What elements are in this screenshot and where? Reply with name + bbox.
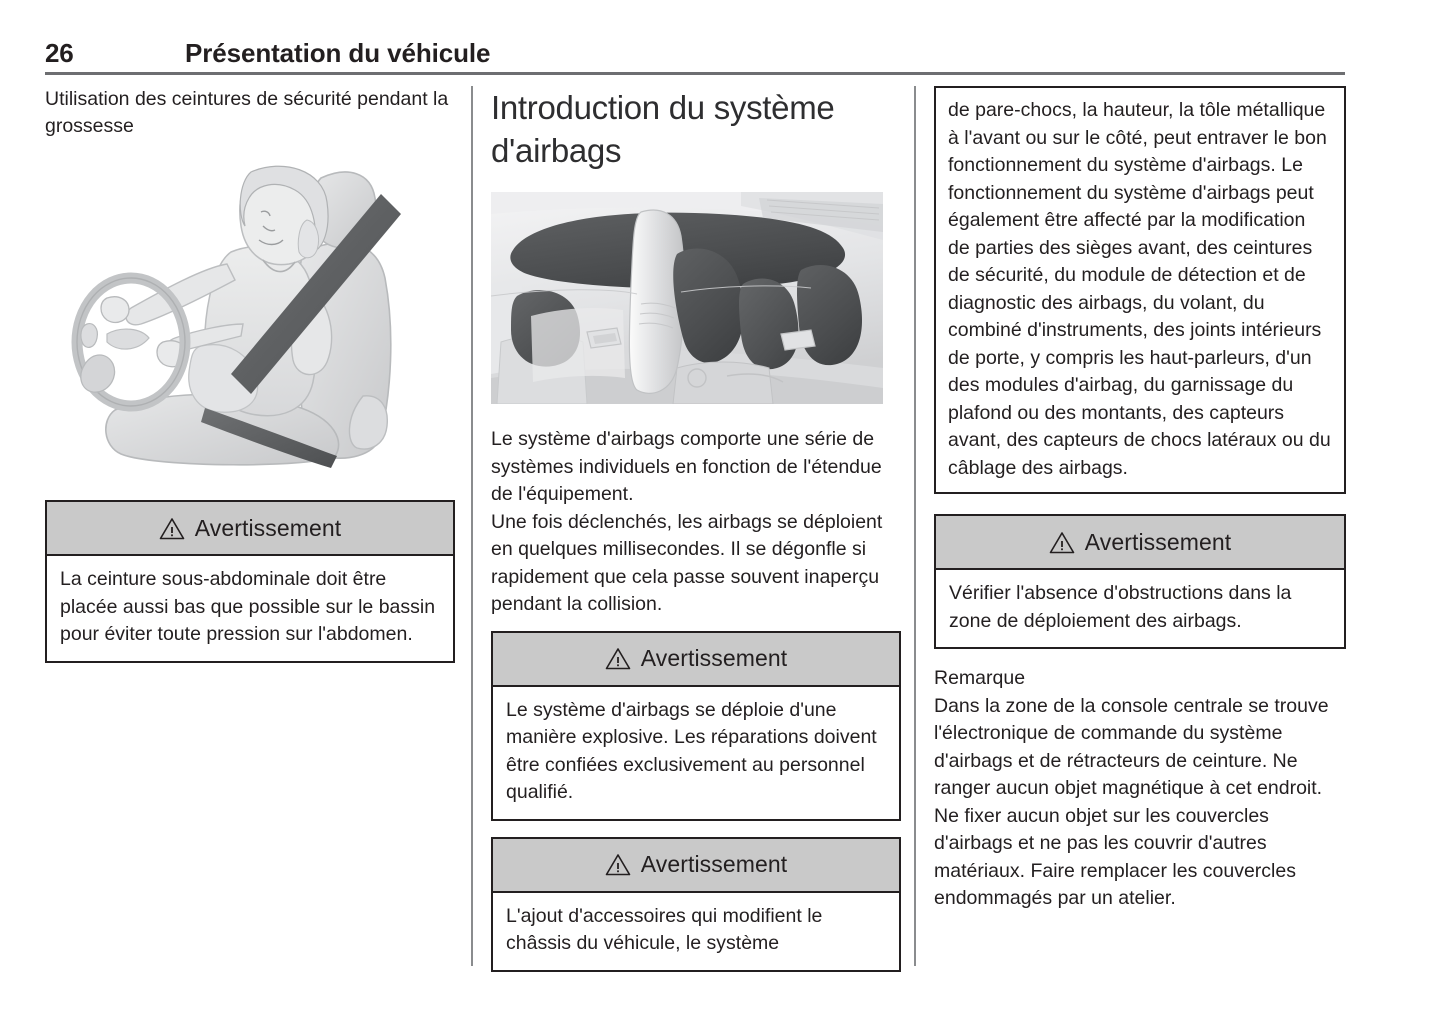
section-subheading: Utilisation des ceintures de sécurité pendant la grossesse — [45, 88, 449, 137]
warning-triangle-icon — [1049, 531, 1075, 554]
page-number: 26 — [45, 38, 74, 68]
warning-triangle-icon — [159, 517, 185, 540]
vehicle-interior-airbags-illustration — [491, 192, 883, 404]
warning-box-header — [936, 516, 1344, 570]
warning-box-body — [936, 570, 1344, 647]
warning-title: Avertissement — [194, 514, 342, 541]
warning-triangle-icon — [605, 647, 631, 670]
warning-box-lap-belt — [45, 500, 455, 663]
warning-title: Avertissement — [1084, 528, 1232, 555]
warning-text: La ceinture sous-abdominale doit être placée aussi bas que possible sur le bassin pour éviter toute pression sur l'abdomen. — [60, 568, 436, 645]
warning-title: Avertissement — [640, 851, 788, 877]
column-one — [45, 86, 455, 663]
warning-box-header — [493, 839, 899, 893]
warning-box-body — [47, 556, 453, 661]
warning-box-explosive-deployment — [491, 631, 901, 821]
column-divider-right — [914, 86, 916, 966]
warning-text: Vérifier l'absence d'obstructions dans la zone de déploiement des airbags. — [949, 582, 1292, 632]
pregnancy-seatbelt-illustration — [45, 156, 445, 474]
airbag-intro-paragraph-1: Le système d'airbags comporte une série de systèmes individuels en fonction de l'étendue de l'équipement. — [491, 428, 882, 505]
warning-title: Avertissement — [640, 645, 788, 671]
page-title: Présentation du véhicule — [185, 38, 491, 68]
airbag-intro-paragraph-2: Une fois déclenchés, les airbags se déploient en quelques millisecondes. Il se dégonfle si rapidement que cela passe souvent inaperçu pendant la collision. — [491, 510, 883, 615]
note-label: Remarque — [934, 667, 1026, 689]
warning-box-body — [493, 893, 899, 970]
warning-triangle-icon — [605, 853, 631, 876]
section-heading-airbags: Introduction du système d'airbags — [491, 89, 835, 169]
warning-text-continued: de pare-chocs, la hauteur, la tôle métallique à l'avant ou sur le côté, peut entraver le bon fonctionnement du système d'airbags. Le fonctionnement du système d'airbags peut également être affecté par la modification de parties des sièges avant, des ceintures de sécurité, du module de détection et de diagnostic des airbags, du volant, du combiné d'instruments, des joints intérieurs de porte, y compris les haut-parleurs, d'un des modules d'airbag, du garnissage du plafond ou des montants, des capteurs avant, des capteurs de chocs latéraux ou du câblage des airbags. — [948, 99, 1331, 479]
warning-text: L'ajout d'accessoires qui modifient le châssis du véhicule, le système — [506, 904, 823, 954]
warning-box-accessories-continued — [934, 86, 1346, 494]
warning-box-body — [493, 687, 899, 819]
header-divider-rule — [45, 72, 1345, 75]
warning-box-obstructions — [934, 514, 1346, 649]
warning-box-accessories — [491, 837, 901, 972]
column-divider-left — [471, 86, 473, 966]
warning-box-header — [47, 502, 453, 556]
column-three — [934, 86, 1346, 913]
note-paragraph-2: Ne fixer aucun objet sur les couvercles d'airbags et ne pas les couvrir d'autres matériaux. Faire remplacer les couvercles endommagés par un atelier. — [934, 804, 1296, 909]
note-paragraph-1: Dans la zone de la console centrale se trouve l'électronique de commande du système d'airbags et de rétracteurs de ceinture. Ne ranger aucun objet magnétique à cet endroit. — [934, 694, 1329, 799]
warning-box-header — [493, 633, 899, 687]
warning-text: Le système d'airbags se déploie d'une manière explosive. Les réparations doivent être confiées exclusivement au personnel qualifié. — [506, 698, 877, 803]
column-two — [491, 86, 901, 972]
